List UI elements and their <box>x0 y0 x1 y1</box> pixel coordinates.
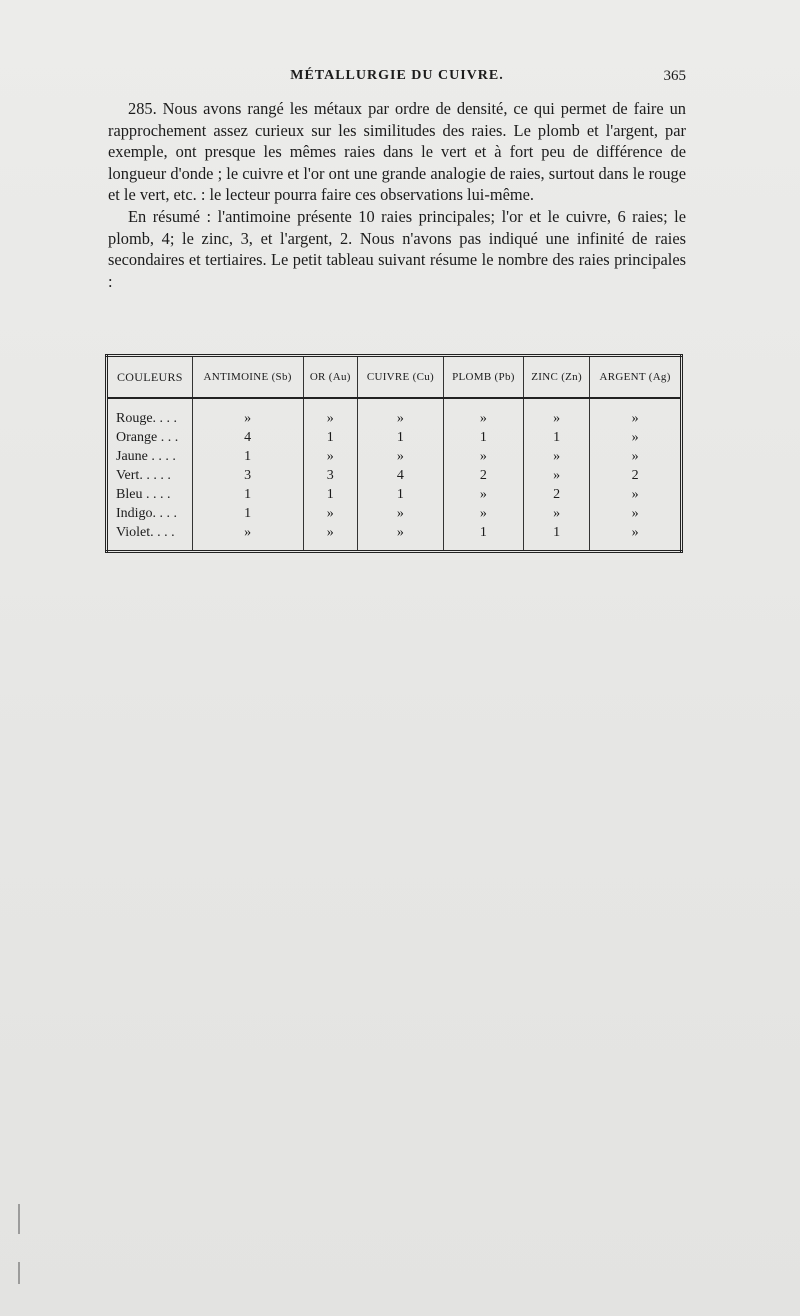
table-cell: 1 <box>192 504 303 523</box>
table-header-row <box>107 356 682 399</box>
paragraph-285: 285. Nous avons rangé les métaux par ordre de densité, ce qui permet de faire un rapprochement assez curieux sur les similitudes des raies. Le plomb et l'argent, par exemple, ont presque les mêmes raies dans le vert et à fort peu de différence de longueur d'onde ; le cuivre et l'or ont une grande analogie de raies, surtout dans le rouge et le vert, etc. : le lecteur pourra faire ces observations lui-même. <box>108 99 686 205</box>
table-cell: 3 <box>192 466 303 485</box>
table-cell: » <box>358 398 444 428</box>
col-header-argent: ARGENT (Ag) <box>590 356 682 399</box>
table-cell: » <box>192 523 303 552</box>
table-cell: » <box>590 485 682 504</box>
col-header-plomb: PLOMB (Pb) <box>443 356 523 399</box>
table-cell: 2 <box>443 466 523 485</box>
table-cell: » <box>590 428 682 447</box>
table-cell: 1 <box>443 523 523 552</box>
row-color: Orange . . . <box>116 429 179 445</box>
table-cell: » <box>590 447 682 466</box>
col-header-zinc: ZINC (Zn) <box>524 356 590 399</box>
table-cell: » <box>443 447 523 466</box>
table-cell: » <box>524 398 590 428</box>
table-cell: 4 <box>358 466 444 485</box>
table-cell: 1 <box>358 428 444 447</box>
table-cell: » <box>443 485 523 504</box>
table-cell: » <box>303 398 358 428</box>
paragraph-resume: En résumé : l'antimoine présente 10 raies principales; l'or et le cuivre, 6 raies; le plomb, 4; le zinc, 3, et l'argent, 2. Nous n'avons pas indiqué une infinité de raies secondaires et tertiaires. Le petit tableau suivant résume le nombre des raies principales : <box>108 206 686 291</box>
table-cell: » <box>358 447 444 466</box>
table-cell: 2 <box>590 466 682 485</box>
table-row <box>107 523 682 552</box>
table-row <box>107 398 682 428</box>
col-header-or: OR (Au) <box>303 356 358 399</box>
raies-table <box>105 354 683 553</box>
table-cell: 1 <box>192 485 303 504</box>
row-color: Bleu . . . . <box>116 486 171 502</box>
table-cell: 1 <box>524 428 590 447</box>
row-color: Indigo. . . . <box>116 505 178 521</box>
table-cell: » <box>192 398 303 428</box>
row-color: Jaune . . . . <box>116 448 176 464</box>
row-color: Vert. . . . . <box>116 467 171 483</box>
table-cell: » <box>303 447 358 466</box>
table-cell: 1 <box>524 523 590 552</box>
table-cell: 1 <box>443 428 523 447</box>
table-cell: » <box>524 447 590 466</box>
table-cell: » <box>524 466 590 485</box>
table-cell: 1 <box>358 485 444 504</box>
table-cell: » <box>590 523 682 552</box>
table-row <box>107 504 682 523</box>
table-cell: » <box>443 398 523 428</box>
table-cell: » <box>524 504 590 523</box>
col-header-antimoine: ANTIMOINE (Sb) <box>192 356 303 399</box>
page-header <box>108 68 686 92</box>
table-cell: » <box>590 504 682 523</box>
table-cell: 3 <box>303 466 358 485</box>
table-cell: » <box>303 504 358 523</box>
row-color: Violet. . . . <box>116 524 175 540</box>
table-cell: » <box>358 504 444 523</box>
table-cell: 4 <box>192 428 303 447</box>
table-cell: » <box>303 523 358 552</box>
table-cell: 2 <box>524 485 590 504</box>
running-title: MÉTALLURGIE DU CUIVRE. <box>290 68 504 83</box>
table-cell: » <box>443 504 523 523</box>
table-cell: » <box>590 398 682 428</box>
table-cell: 1 <box>303 428 358 447</box>
col-header-cuivre: CUIVRE (Cu) <box>358 356 444 399</box>
body-text <box>108 98 686 292</box>
col-header-couleurs: COULEURS <box>107 356 193 399</box>
row-color: Rouge. . . . <box>116 410 178 426</box>
table-cell: 1 <box>192 447 303 466</box>
table-row <box>107 485 682 504</box>
table-row <box>107 447 682 466</box>
table-cell: 1 <box>303 485 358 504</box>
page-number: 365 <box>663 68 686 84</box>
table-row <box>107 466 682 485</box>
table-row <box>107 428 682 447</box>
scan-edge-mark <box>18 1262 20 1284</box>
table-cell: » <box>358 523 444 552</box>
scan-edge-mark <box>18 1204 20 1234</box>
